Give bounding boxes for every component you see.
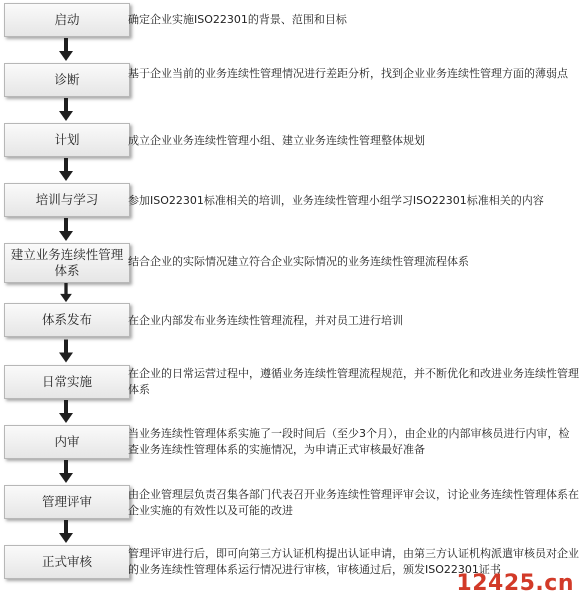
step-description: 确定企业实施ISO22301的背景、范围和目标 <box>128 13 347 26</box>
step-box-start: 启动 <box>4 3 130 37</box>
step-box-plan: 计划 <box>4 123 130 157</box>
step-box-internal-audit: 内审 <box>4 425 130 459</box>
down-arrow-icon <box>58 520 74 544</box>
down-arrow-icon <box>58 460 74 484</box>
step-description: 成立企业业务连续性管理小组、建立业务连续性管理整体规划 <box>128 134 425 147</box>
step-description: 由企业管理层负责召集各部门代表召开业务连续性管理评审会议，讨论业务连续性管理体系在企业实施的有效性以及可能的改进 <box>128 488 579 517</box>
step-box-management-review: 管理评审 <box>4 485 130 519</box>
down-arrow-icon <box>58 338 74 365</box>
step-box-training: 培训与学习 <box>4 183 130 217</box>
down-arrow-icon <box>58 38 74 62</box>
down-arrow-icon <box>58 283 74 303</box>
down-arrow-icon <box>58 158 74 182</box>
step-box-release: 体系发布 <box>4 303 130 337</box>
step-box-build-system <box>4 243 130 283</box>
step-description: 当业务连续性管理体系实施了一段时间后（至少3个月），由企业的内部审核员进行内审，检查业务连续性管理体系的实施情况，为申请正式审核最好准备 <box>128 427 570 456</box>
step-description: 基于企业当前的业务连续性管理情况进行差距分析，找到企业业务连续性管理方面的薄弱点 <box>128 67 568 80</box>
step-label-build-system: 建立业务连续性管理体系 <box>10 247 124 278</box>
site-watermark: 12425.cn <box>456 571 574 596</box>
down-arrow-icon <box>58 98 74 122</box>
down-arrow-icon <box>58 218 74 242</box>
step-description: 参加ISO22301标准相关的培训，业务连续性管理小组学习ISO22301标准相关的内容 <box>128 194 544 207</box>
step-description: 在企业内部发布业务连续性管理流程，并对员工进行培训 <box>128 314 403 327</box>
step-box-diagnose: 诊断 <box>4 63 130 97</box>
step-description: 在企业的日常运营过程中，遵循业务连续性管理流程规范，并不断优化和改进业务连续性管理体系 <box>128 367 579 396</box>
step-description: 管理评审进行后，即可向第三方认证机构提出认证申请，由第三方认证机构派遣审核员对企业的业务连续性管理体系运行情况进行审核，审核通过后，颁发ISO22301证书 <box>128 547 579 576</box>
step-box-formal-audit: 正式审核 <box>4 545 130 579</box>
step-description: 结合企业的实际情况建立符合企业实际情况的业务连续性管理流程体系 <box>128 255 469 268</box>
step-box-implement: 日常实施 <box>4 365 130 399</box>
down-arrow-icon <box>58 400 74 424</box>
